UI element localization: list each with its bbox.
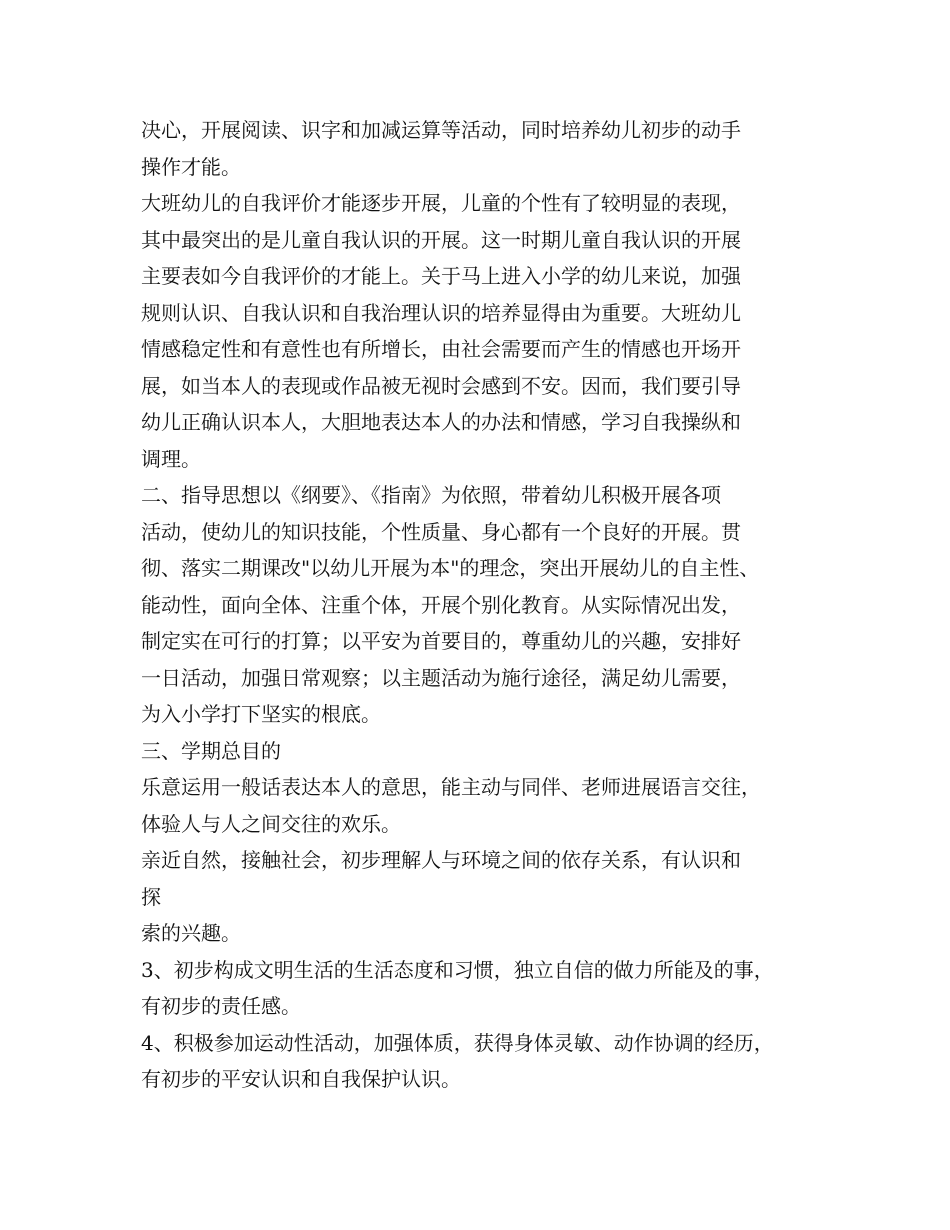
text-line: 其中最突出的是儿童自我认识的开展。这一时期儿童自我认识的开展 — [141, 227, 741, 252]
section-heading-guiding-ideology: 二、指导思想以《纲要》、《指南》为依照，带着幼儿积极开展各项 — [141, 483, 721, 507]
text-line: 活动，使幼儿的知识技能，个性质量、身心都有一个良好的开展。贯 — [141, 519, 741, 544]
text-line: 亲近自然，接触社会，初步理解人与环境之间的依存关系，有认识和 — [141, 848, 741, 872]
text-line: 主要表如今自我评价的才能上。关于马上进入小学的幼儿来说，加强 — [141, 264, 741, 288]
text-line: 大班幼儿的自我评价才能逐步开展，儿童的个性有了较明显的表现， — [141, 191, 741, 215]
list-item-4: 4、积极参加运动性活动，加强体质，获得身体灵敏、动作协调的经历， — [141, 1030, 774, 1055]
text-line: 有初步的平安认识和自我保护认识。 — [141, 1067, 461, 1091]
text-line: 体验人与人之间交往的欢乐。 — [141, 811, 401, 836]
text-line: 为入小学打下坚实的根底。 — [141, 702, 381, 726]
text-line: 制定实在可行的打算；以平安为首要目的，尊重幼儿的兴趣，安排好 — [141, 629, 741, 653]
text-line: 决心，开展阅读、识字和加减运算等活动，同时培养幼儿初步的动手 — [141, 118, 741, 142]
text-line: 有初步的责任感。 — [141, 994, 301, 1018]
text-line: 操作才能。 — [141, 154, 241, 179]
text-line: 乐意运用一般话表达本人的意思，能主动与同伴、老师进展语言交往， — [141, 775, 761, 799]
text-line: 调理。 — [141, 446, 201, 471]
text-line: 情感稳定性和有意性也有所增长，由社会需要而产生的情感也开场开 — [141, 337, 741, 361]
text-line: 彻、落实二期课改"以幼儿开展为本"的理念，突出开展幼儿的自主性、 — [141, 556, 760, 580]
section-heading-semester-goals: 三、学期总目的 — [141, 738, 281, 763]
text-line: 探 — [141, 884, 161, 909]
text-line: 一日活动，加强日常观察；以主题活动为施行途径，满足幼儿需要， — [141, 665, 741, 690]
text-line: 规则认识、自我认识和自我治理认识的培养显得由为重要。大班幼儿 — [141, 300, 741, 325]
text-line: 幼儿正确认识本人，大胆地表达本人的办法和情感，学习自我操纵和 — [141, 410, 741, 434]
text-line: 能动性，面向全体、注重个体，开展个别化教育。从实际情况出发， — [141, 592, 741, 617]
document-body — [141, 112, 841, 1098]
list-item-3: 3、初步构成文明生活的生活态度和习惯，独立自信的做力所能及的事， — [141, 957, 774, 982]
text-line: 索的兴趣。 — [141, 921, 241, 945]
text-line: 展，如当本人的表现或作品被无视时会感到不安。因而，我们要引导 — [141, 373, 741, 398]
